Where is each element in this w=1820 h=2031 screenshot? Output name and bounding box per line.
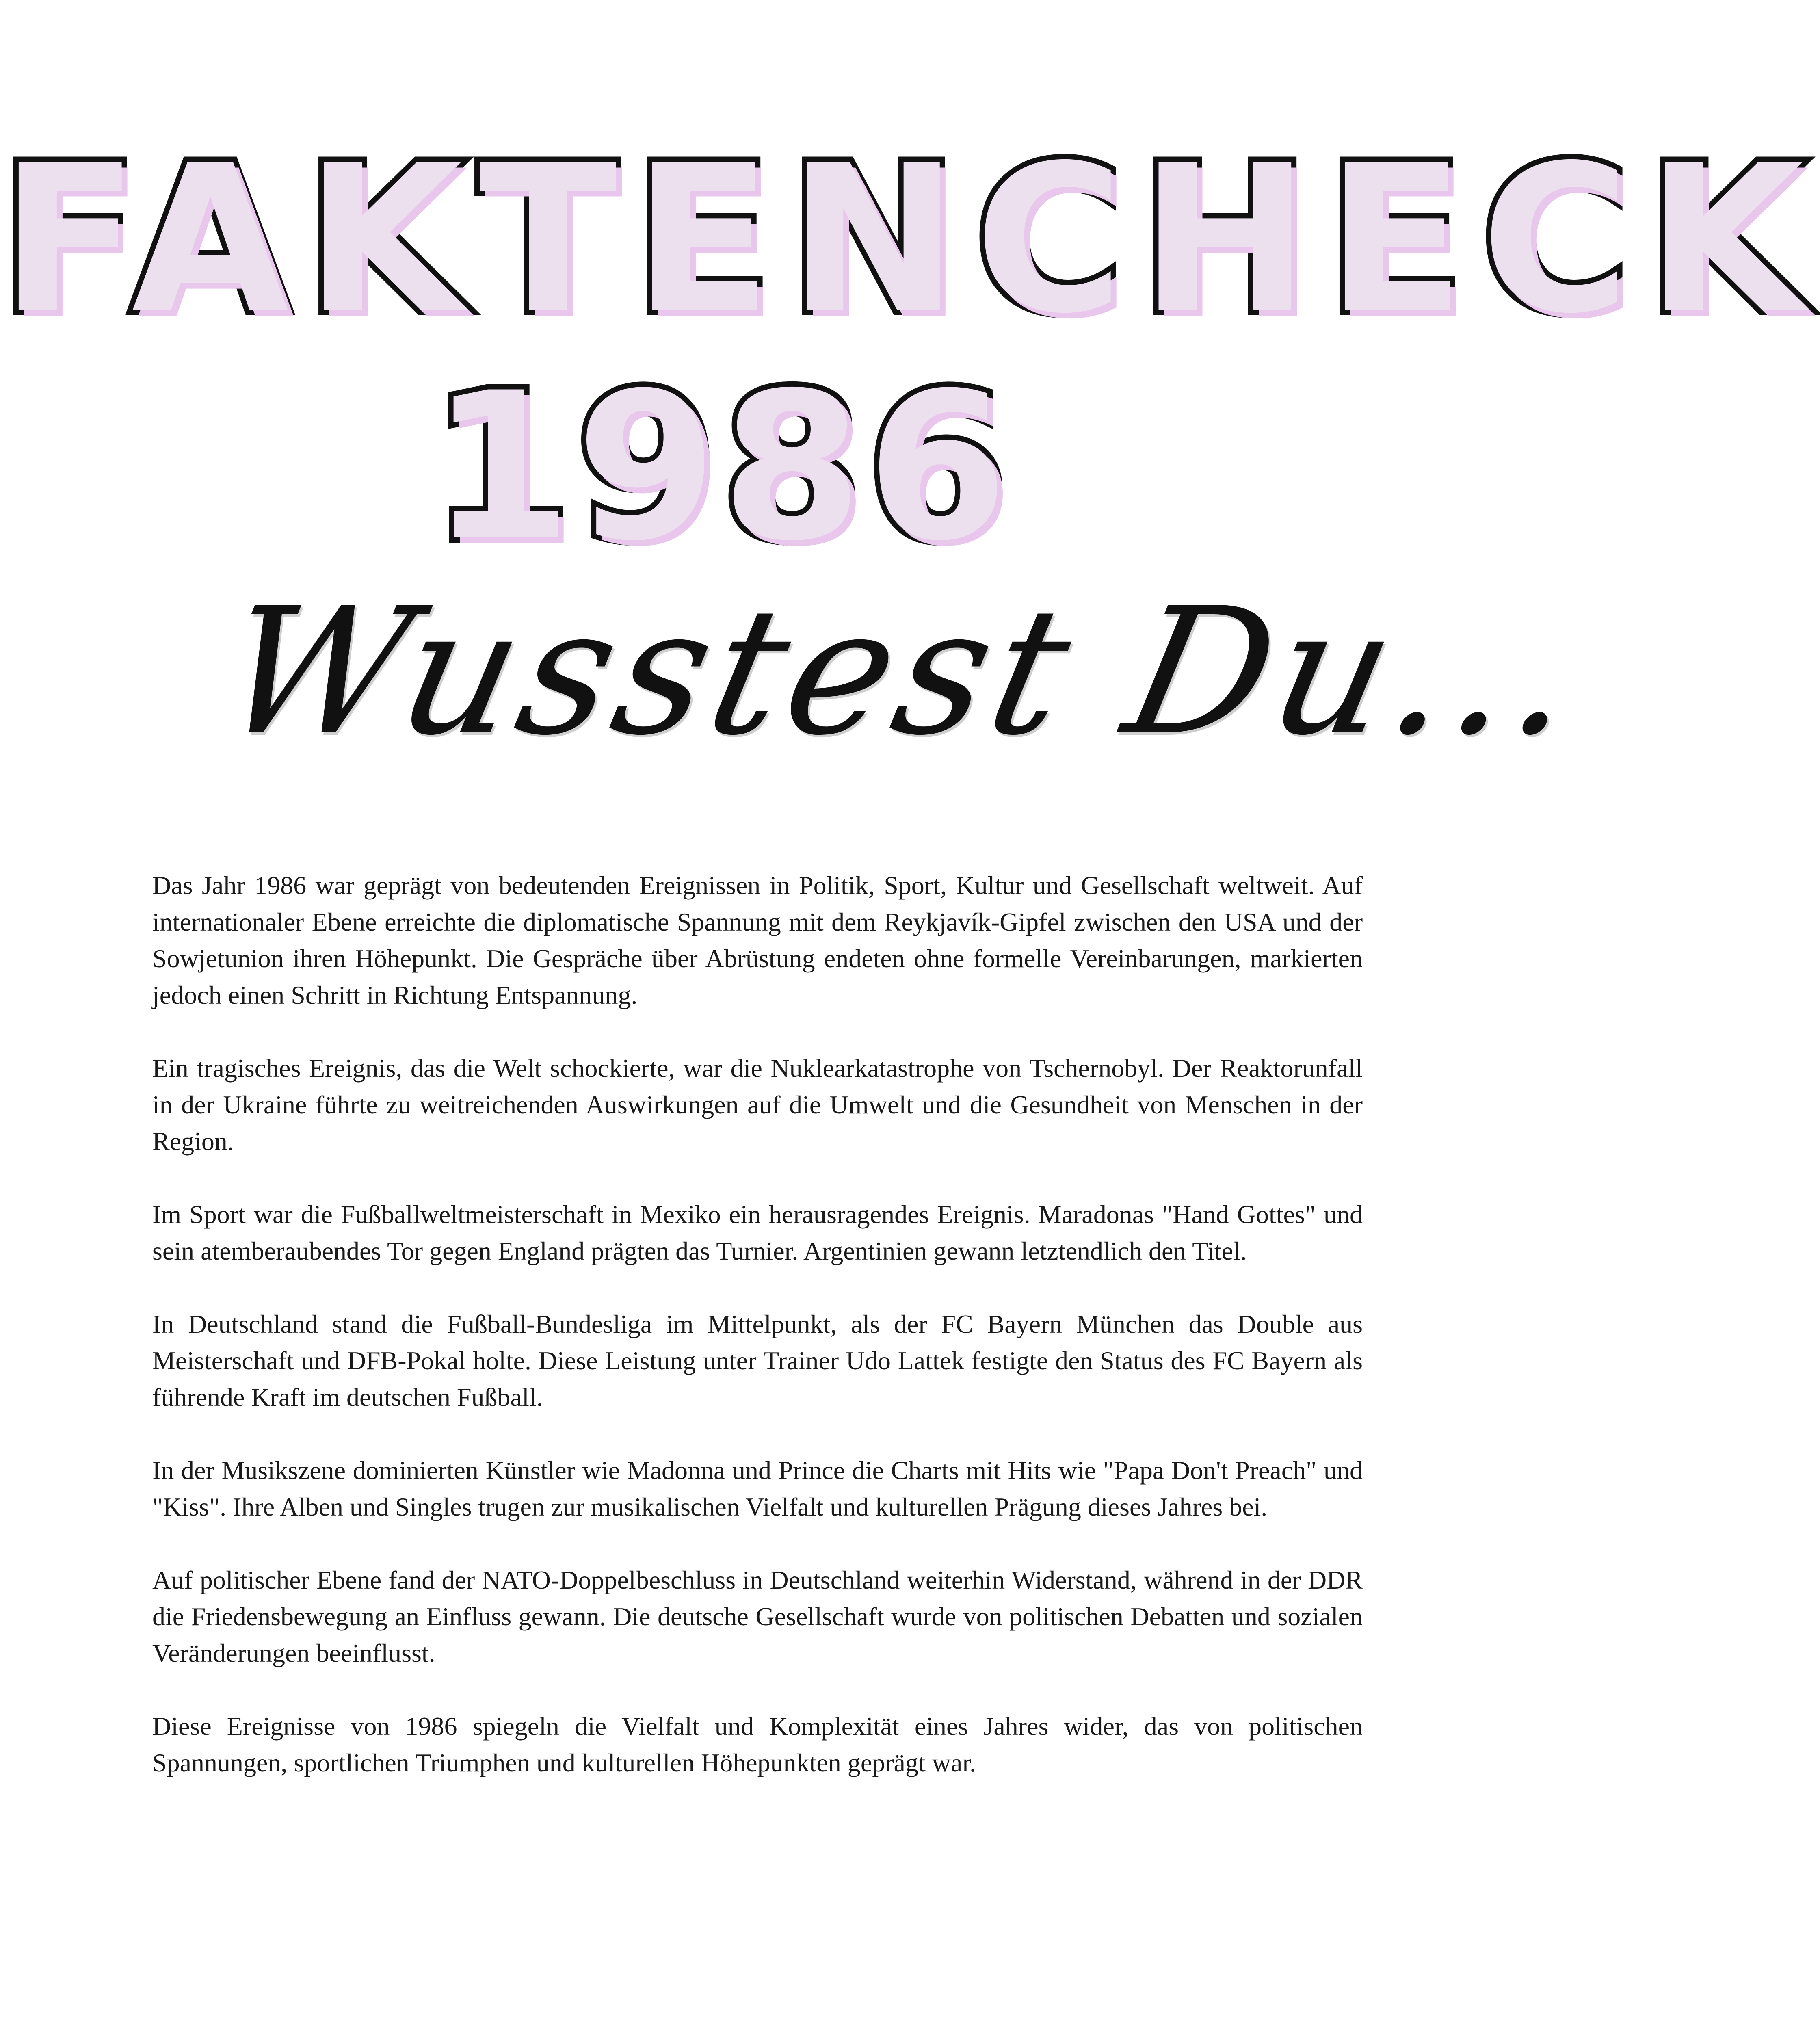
body-text [152,867,1363,1818]
paragraph-5: In der Musikszene dominierten Künstler wie Madonna und Prince die Charts mit Hits wie "Papa Don't Preach" und "Kiss". Ihre Alben und Singles trugen zur musikalischen Vielfalt und kulturellen Prägung dieses Jahres bei. [152,1456,1363,1521]
paragraph-1: Das Jahr 1986 war geprägt von bedeutenden Ereignissen in Politik, Sport, Kultur und Gesellschaft weltweit. Auf internationaler Ebene erreichte die diplomatische Spannung mit dem Reykjavík-Gipfel zwischen den USA und der Sowjetunion ihren Höhepunkt. Die Gespräche über Abrüstung endeten ohne formelle Vereinbarungen, markierten jedoch einen Schritt in Richtung Entspannung. [152,871,1363,1009]
paragraph-2: Ein tragisches Ereignis, das die Welt schockierte, war die Nuklearkatastrophe von Tschernobyl. Der Reaktorunfall in der Ukraine führte zu weitreichenden Auswirkungen auf die Umwelt und die Gesundheit von Menschen in der Region. [152,1054,1363,1156]
paragraph-6: Auf politischer Ebene fand der NATO-Doppelbeschluss in Deutschland weiterhin Widerstand, während in der DDR die Friedensbewegung an Einfluss gewann. Die deutsche Gesellschaft wurde von politischen Debatten und sozialen Veränderungen beeinflusst. [152,1565,1363,1667]
paragraph-7: Diese Ereignisse von 1986 spiegeln die Vielfalt und Komplexität eines Jahres wider, das von politischen Spannungen, sportlichen Triumphen und kulturellen Höhepunkten geprägt war. [152,1712,1363,1777]
paragraph-3: Im Sport war die Fußballweltmeisterschaft in Mexiko ein herausragendes Ereignis. Maradonas "Hand Gottes" und sein atemberaubendes Tor gegen England prägten das Turnier. Argentinien gewann letztendlich den Titel. [152,1200,1363,1265]
paragraph-4: In Deutschland stand die Fußball-Bundesliga im Mittelpunkt, als der FC Bayern München das Double aus Meisterschaft und DFB-Pokal holte. Diese Leistung unter Trainer Udo Lattek festigte den Status des FC Bayern als führende Kraft im deutschen Fußball. [152,1310,1363,1412]
script-subtitle: Wusstest Du... [206,571,1601,774]
title-line-2: 1986 [431,349,1012,585]
title-line-1: FAKTENCHECK [0,121,1820,358]
